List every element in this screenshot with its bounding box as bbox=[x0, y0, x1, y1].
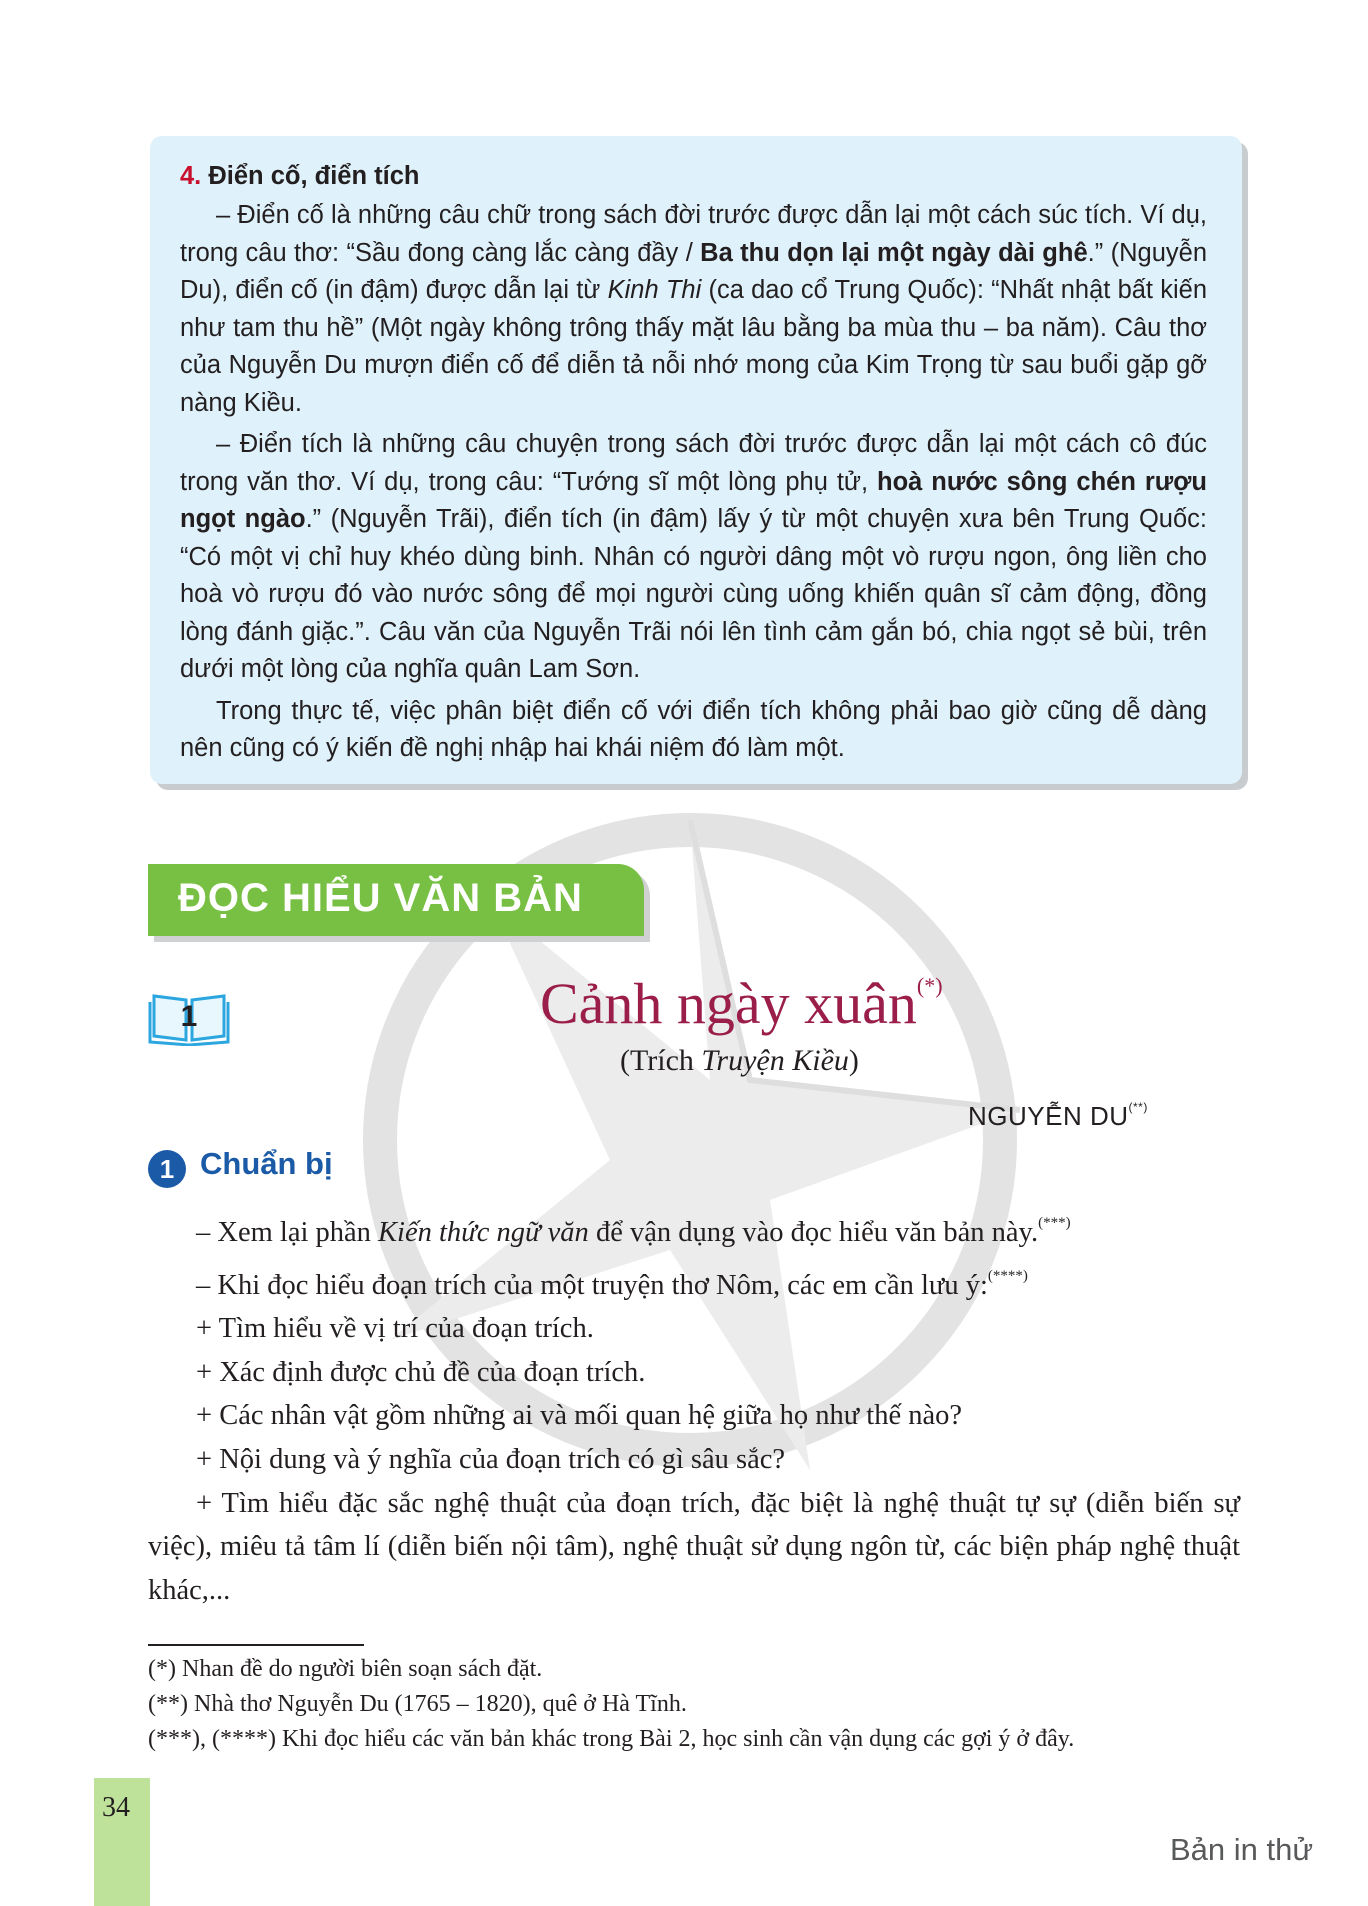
subtitle-italic: Truyện Kiều bbox=[701, 1044, 849, 1077]
list-item bbox=[148, 1255, 1240, 1308]
info-box-title bbox=[180, 158, 1207, 195]
info-paragraph-note: Trong thực tế, việc phân biệt điển cố với điển tích không phải bao giờ cũng dễ dàng nên cũng có ý kiến đề nghị nhập hai khái niệm đó làm một. bbox=[180, 696, 1207, 762]
footnote-mark: (****) bbox=[987, 1267, 1028, 1284]
list-item: + Các nhân vật gồm những ai và mối quan hệ giữa họ như thế nào? bbox=[196, 1400, 963, 1432]
list-item: + Tìm hiểu về vị trí của đoạn trích. bbox=[196, 1313, 594, 1345]
preparation-list bbox=[148, 1202, 1240, 1612]
footnote-mark: (***) bbox=[1038, 1215, 1071, 1231]
subtitle-open: (Trích bbox=[620, 1044, 702, 1077]
author bbox=[968, 1100, 1148, 1132]
info-paragraph-dien-tich bbox=[180, 426, 1207, 689]
list-item-text: – Khi đọc hiểu đoạn trích của một truyện thơ Nôm, các em cần lưu ý: bbox=[196, 1269, 988, 1301]
author-footnote-mark: (**) bbox=[1128, 1100, 1148, 1114]
info-p1-text: – Điển cố là những câu chữ trong sách đời trước được dẫn lại một cách súc tích. Ví dụ, trong câu thơ: “Sầu đong càng lắc càng đầy / bbox=[180, 201, 1207, 267]
page-number: 34 bbox=[102, 1792, 130, 1823]
footnote: (***), (****) Khi đọc hiểu các văn bản khác trong Bài 2, học sinh cần vận dụng các gợi ý ở đây. bbox=[148, 1726, 1075, 1752]
footnote: (**) Nhà thơ Nguyễn Du (1765 – 1820), quê ở Hà Tĩnh. bbox=[148, 1691, 687, 1717]
info-p2-bold: hoà nước sông chén rượu ngọt ngào bbox=[180, 467, 1207, 533]
footnote-divider bbox=[148, 1644, 364, 1646]
list-item-text-2: để vận dụng vào đọc hiểu văn bản này. bbox=[588, 1217, 1039, 1248]
list-item: + Nội dung và ý nghĩa của đoạn trích có gì sâu sắc? bbox=[196, 1443, 786, 1475]
info-p1-text-2: .” (Nguyễn Du), điển cố (in đậm) được dẫn lại từ bbox=[180, 238, 1208, 304]
info-p1-bold: Ba thu dọn lại một ngày dài ghê bbox=[700, 238, 1088, 267]
info-box-number: 4. bbox=[180, 162, 202, 190]
info-p2-text: – Điển tích là những câu chuyện trong sách đời trước được dẫn lại một cách cô đúc trong văn thơ. Ví dụ, trong câu: “Tướng sĩ một lòng phụ tử, bbox=[180, 430, 1207, 496]
title-text: Cảnh ngày xuân bbox=[540, 971, 917, 1036]
info-p1-italic: Kinh Thi bbox=[607, 276, 702, 304]
title-footnote-mark: (*) bbox=[916, 973, 943, 998]
info-p1-text-3: (ca dao cổ Trung Quốc): “Nhất nhật bất kiến như tam thu hề” (Một ngày không trông thấy mặt lâu bằng ba mùa thu – ba năm). Câu thơ của Nguyễn Du mượn điển cố để diễn tả nỗi nhớ mong của Kim Trọng từ sau buổi gặp gỡ nàng Kiều. bbox=[180, 276, 1208, 417]
info-p2-text-2: .” (Nguyễn Trãi), điển tích (in đậm) lấy ý từ một chuyện xưa bên Trung Quốc: “Có một vị chỉ huy khéo dùng binh. Nhân có người dâng một vò rượu ngon, ông liền cho hoà vò rượu đó vào nước sông để mọi người cùng uống khiến quân sĩ cảm động, đồng lòng đánh giặc.”. Câu văn của Nguyễn Trãi nói lên tình cảm gắn bó, chia ngọt sẻ bùi, trên dưới một lòng của nghĩa quân Lam Sơn. bbox=[180, 505, 1208, 683]
info-paragraph-dien-co bbox=[180, 197, 1207, 422]
info-box-title-text: Điển cố, điển tích bbox=[208, 162, 420, 190]
step-number-badge: 1 bbox=[148, 1150, 186, 1188]
draft-label: Bản in thử bbox=[1170, 1832, 1314, 1867]
step-title: Chuẩn bị bbox=[200, 1146, 333, 1181]
subtitle bbox=[620, 1044, 859, 1078]
list-item: + Xác định được chủ đề của đoạn trích. bbox=[196, 1356, 646, 1388]
info-box-dien-co-dien-tich bbox=[150, 136, 1242, 784]
footnote: (*) Nhan đề do người biên soạn sách đặt. bbox=[148, 1656, 543, 1682]
list-item-text: – Xem lại phần bbox=[196, 1217, 379, 1248]
list-item: + Tìm hiểu đặc sắc nghệ thuật của đoạn trích, đặc biệt là nghệ thuật tự sự (diễn biến sự việc), miêu tả tâm lí (diễn biến nội tâm), nghệ thuật sử dụng ngôn từ, các biện pháp nghệ thuật khác,... bbox=[148, 1487, 1240, 1606]
footnotes bbox=[148, 1652, 1258, 1757]
subtitle-close: ) bbox=[848, 1044, 859, 1077]
section-banner bbox=[148, 864, 644, 936]
text-number: 1 bbox=[180, 1000, 198, 1033]
list-item-italic: Kiến thức ngữ văn bbox=[378, 1217, 589, 1248]
author-name: NGUYỄN DU bbox=[968, 1101, 1129, 1131]
page-title bbox=[540, 970, 943, 1037]
open-book-icon bbox=[148, 990, 230, 1046]
list-item bbox=[148, 1202, 1240, 1255]
page-number-tab bbox=[94, 1778, 150, 1906]
section-banner-label: ĐỌC HIỂU VĂN BẢN bbox=[178, 876, 583, 920]
